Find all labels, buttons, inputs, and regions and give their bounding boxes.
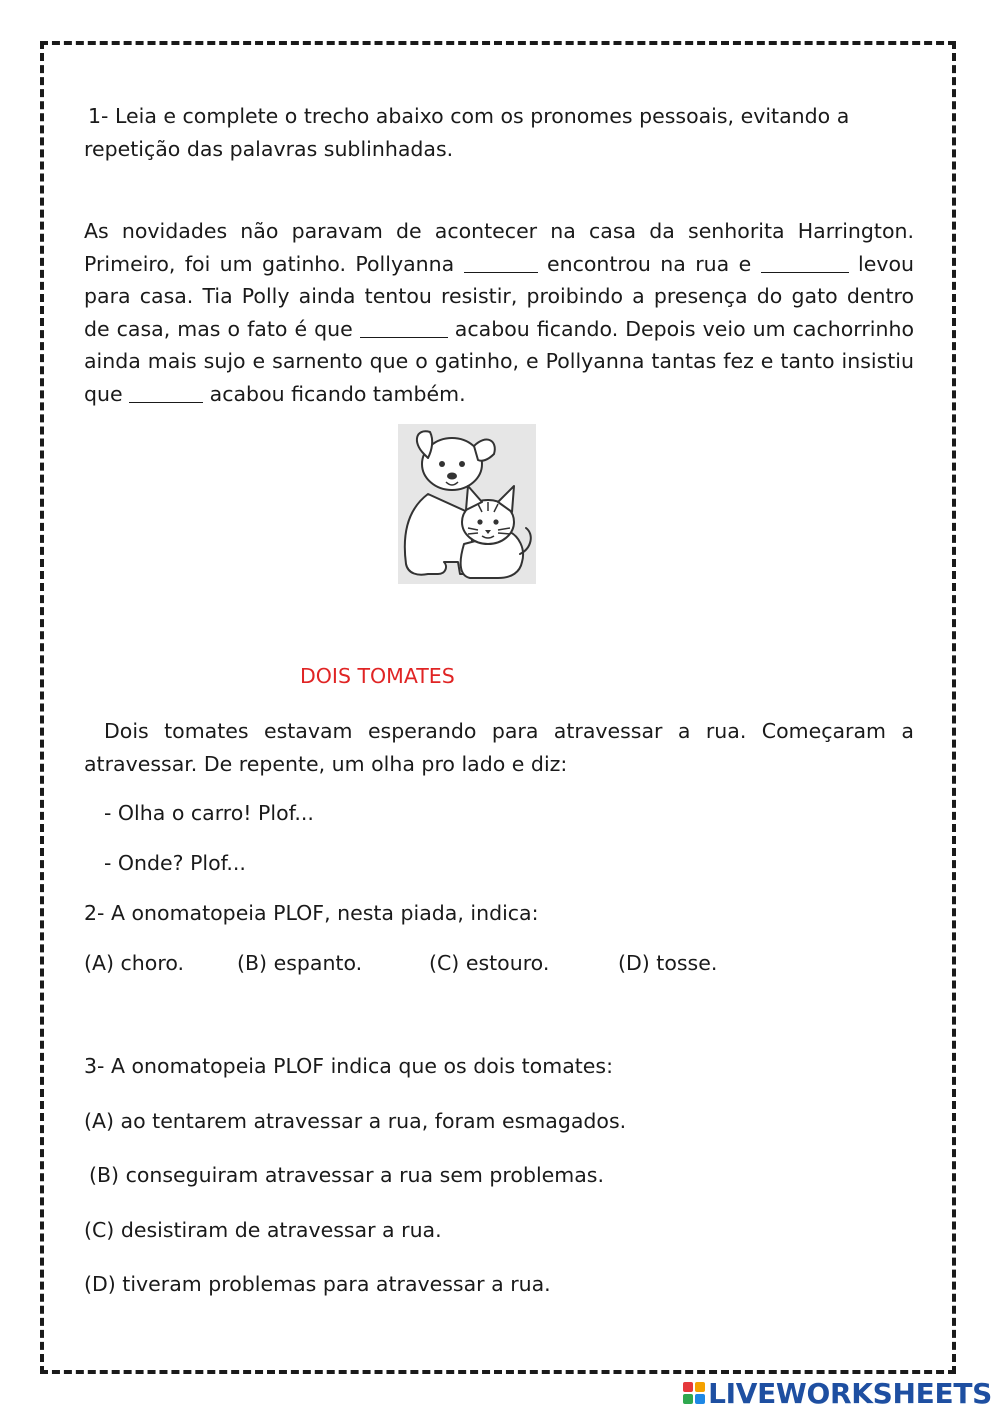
joke-paragraph: Dois tomates estavam esperando para atravessar a rua. Começaram a atravessar. De repente, um olha pro lado e diz: xyxy=(84,719,914,776)
joke-line-2: - Onde? Plof... xyxy=(104,851,246,875)
q1-instruction-line2: repetição das palavras sublinhadas. xyxy=(84,137,454,161)
dog-and-kitten-illustration xyxy=(398,424,536,584)
q3-option-d[interactable]: (D) tiveram problemas para atravessar a rua. xyxy=(84,1272,551,1296)
q1-passage: As novidades não paravam de acontecer na casa da senhorita Harrington. Primeiro, foi um gatinho. Pollyanna encontrou na rua e levou para casa. Tia Polly ainda tentou resistir, proibindo a presença do gato dentro de casa, mas o fato é que acabou ficando. Depois veio um cachorrinho ainda mais sujo e sarnento que o gatinho, e Pollyanna tantas fez e tanto insistiu que acabou ficando também. xyxy=(84,219,914,406)
q1-instruction-line1: 1- Leia e complete o trecho abaixo com os pronomes pessoais, evitando a xyxy=(88,104,850,128)
q3-option-b[interactable]: (B) conseguiram atravessar a rua sem problemas. xyxy=(89,1163,604,1187)
answer-blank-2[interactable] xyxy=(761,251,849,273)
joke-line-1: - Olha o carro! Plof... xyxy=(104,801,314,825)
liveworksheets-logo xyxy=(683,1376,992,1410)
q2-option-d[interactable]: (D) tosse. xyxy=(618,951,718,975)
q2-option-b[interactable]: (B) espanto. xyxy=(237,951,363,975)
answer-blank-1[interactable] xyxy=(464,251,538,273)
q2-question: 2- A onomatopeia PLOF, nesta piada, indica: xyxy=(84,901,539,925)
answer-blank-3[interactable] xyxy=(360,316,448,338)
q3-option-a[interactable]: (A) ao tentarem atravessar a rua, foram esmagados. xyxy=(84,1109,627,1133)
brand-name: LIVEWORKSHEETS xyxy=(708,1376,992,1410)
q3-option-c[interactable]: (C) desistiram de atravessar a rua. xyxy=(84,1218,442,1242)
q2-option-a[interactable]: (A) choro. xyxy=(84,951,185,975)
joke-title: DOIS TOMATES xyxy=(300,664,455,688)
answer-blank-4[interactable] xyxy=(129,381,203,403)
q2-option-c[interactable]: (C) estouro. xyxy=(429,951,550,975)
logo-mark-icon xyxy=(683,1382,705,1404)
q3-question: 3- A onomatopeia PLOF indica que os dois tomates: xyxy=(84,1054,613,1078)
